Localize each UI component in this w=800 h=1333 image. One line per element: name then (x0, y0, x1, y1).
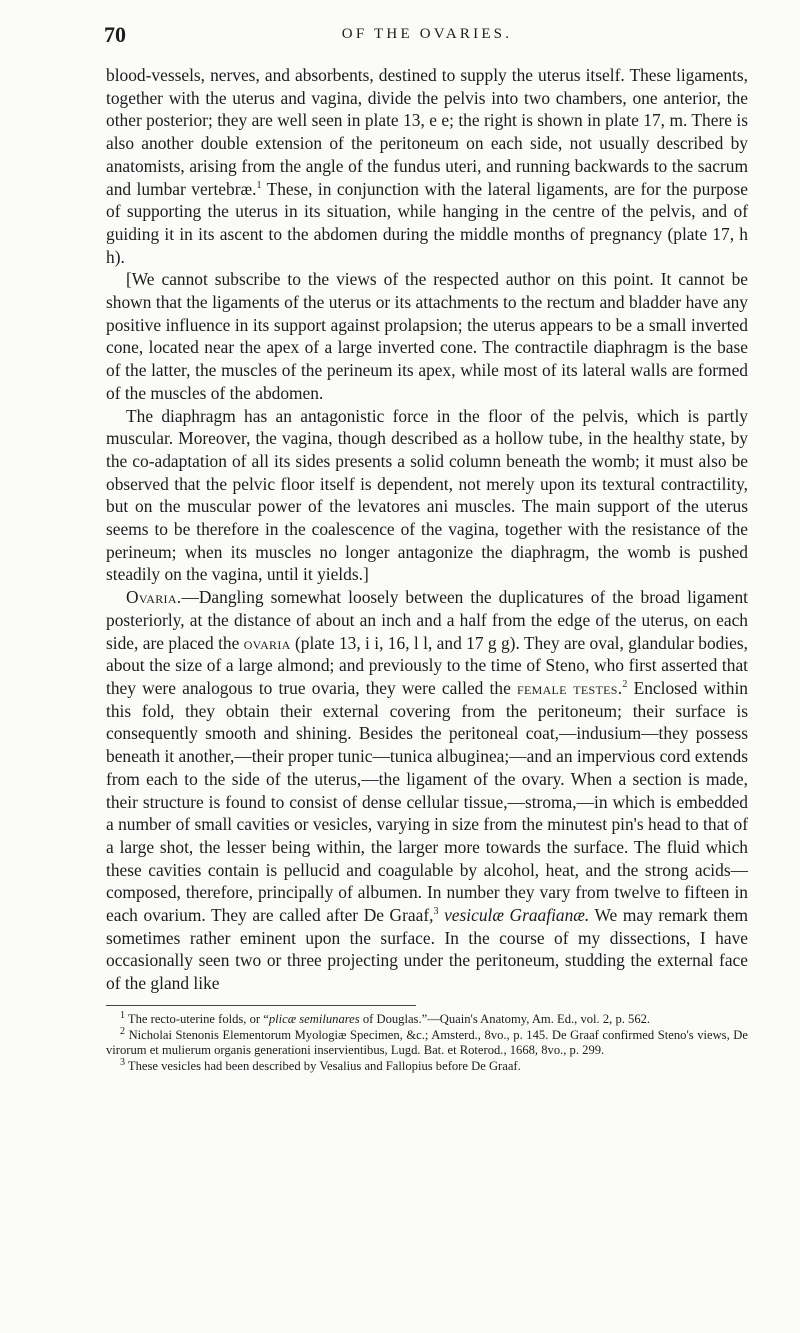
paragraph-text: Enclosed within this fold, they obtain their external covering from the peritoneum; their surface is consequently smooth and shining. Besides the peritoneal coat,—indusium—they possess beneath it another,—their proper tunic—tunica albuginea;—and an impervious cord extends from each to the side of the uterus,—the ligament of the ovary. When a section is made, their structure is found to consist of dense cellular tissue,—stroma,—in which is embedded a number of small cavities or vesicles, varying in size from the minutest pin's head to that of a large shot, the lesser being within, the larger more towards the surface. The fluid which these cavities contain is pellucid and coagulable by alcohol, heat, and the strong acids—composed, therefore, principally of albumen. In number they vary from twelve to fifteen in each ovarium. They are called after De Graaf, (106, 677, 748, 926)
footnote-mark: 1 (120, 1009, 125, 1021)
footnote-rule (106, 1005, 416, 1006)
running-head: OF THE OVARIES. (341, 26, 513, 42)
paragraph-editor-note: [We cannot subscribe to the views of the respected author on this point. It cannot be shown that the ligaments of the uterus or its attachments to the rectum and bladder have any positive influence in its support against prolapsion; the uterus appears to be a small inverted cone, located near the apex of a large inverted cone. The contractile diaphragm is the base of the latter, the muscles of the perineum its apex, while most of its lateral walls are formed of the muscles of the abdomen. (106, 269, 748, 403)
paragraph-text: —Dangling somewhat loosely between the duplicatures of the broad ligament posteriorly, at the distance of about an inch and a half from the edge of the uterus, on each side, are placed the (106, 587, 748, 653)
footnote-ref: 3 (433, 906, 439, 918)
small-caps-term: female testes. (517, 677, 623, 698)
paragraph-text: blood-vessels, nerves, and absorbents, destined to supply the uterus itself. These ligaments, together with the uterus and vagina, divide the pelvis into two chambers, one anterior, the other posterior; they are well seen in plate 13, e e; the right is shown in plate 17, m. There is also another double extension of the peritoneum on each side, not usually described by anatomists, arising from the angle of the fundus uteri, and running backwards to the sacrum and lumbar vertebræ. (106, 65, 748, 199)
small-caps-term: ovaria (243, 632, 291, 653)
book-page (106, 20, 748, 1075)
section-label: Ovaria. (126, 587, 182, 608)
page-header (106, 20, 748, 64)
footnote-text: These vesicles had been described by Vesalius and Fallopius before De Graaf. (125, 1059, 521, 1074)
footnote-ref: 2 (622, 679, 628, 691)
footnote-text: The recto-uterine folds, or “ (125, 1011, 269, 1026)
footnote-ref: 1 (256, 179, 262, 191)
paragraph-text: These, in conjunction with the lateral ligaments, are for the purpose of supporting the uterus in its situation, while hanging in the centre of the pelvis, and of guiding it in its ascent to the abdomen during the middle months of pregnancy (plate 17, h h). (106, 178, 748, 267)
italic-term: vesiculæ Graafianæ. (438, 905, 590, 926)
paragraph-text: We may remark them sometimes rather eminent upon the surface. In the course of my dissections, I have occasionally seen two or three projecting under the peritoneum, studding the external face of the gland like (106, 905, 748, 994)
footnote-italic: plicæ semilunares (268, 1011, 360, 1026)
footnote-text: of Douglas.”—Quain's Anatomy, Am. Ed., vol. 2, p. 562. (359, 1011, 651, 1026)
page-number: 70 (104, 22, 126, 47)
footnotes (106, 1009, 748, 1075)
paragraph-ligaments (106, 64, 748, 268)
main-text (106, 64, 748, 995)
footnote-mark: 3 (120, 1057, 125, 1069)
footnote (106, 1059, 748, 1075)
footnote (106, 1009, 748, 1028)
paragraph-text: (plate 13, i i, 16, l l, and 17 g g). They are oval, glandular bodies, about the size of a large almond; and previously to the time of Steno, who first asserted that they were analogous to true ovaria, they were called the (106, 632, 749, 698)
footnote-mark: 2 (120, 1025, 125, 1037)
footnote-text: Nicholai Stenonis Elementorum Myologiæ Specimen, &c.; Amsterd., 8vo., p. 145. De Graaf confirmed Steno's views, De virorum et mulierum organis generationi inservientibus, Lugd. Bat. et Roterod., 1668, 8vo., p. 299. (106, 1027, 748, 1058)
paragraph-ovaria (106, 586, 748, 995)
paragraph-diaphragm: The diaphragm has an antagonistic force in the floor of the pelvis, which is partly muscular. Moreover, the vagina, though described as a hollow tube, in the healthy state, by the co-adaptation of all its sides presents a solid column beneath the womb; it must also be observed that the pelvic floor itself is dependent, not merely upon its textural contractility, but on the muscular power of the levatores ani muscles. The main support of the uterus seems to be therefore in the coalescence of the vagina, together with the resistance of the perineum; when its muscles no longer antagonize the diaphragm, the womb is pushed steadily on the vagina, until it yields.] (106, 405, 748, 585)
footnote (106, 1025, 748, 1060)
